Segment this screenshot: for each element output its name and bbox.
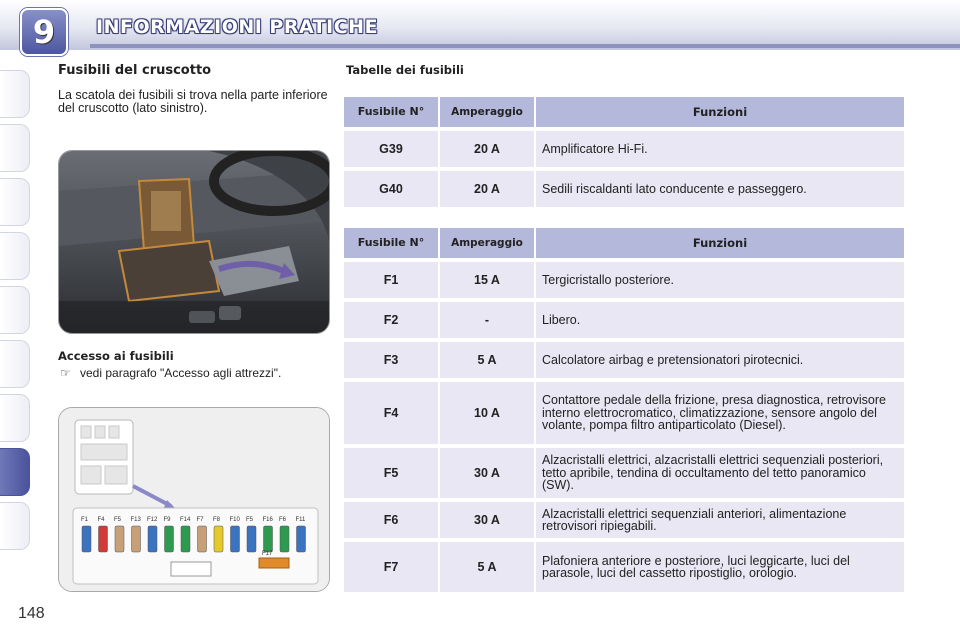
fuse-blade [165, 526, 174, 552]
chapter-tab-active[interactable] [0, 448, 30, 496]
fuse-blade [231, 526, 240, 552]
table-row [344, 171, 904, 207]
fuse-cell: F1 [344, 262, 438, 298]
chapter-title: INFORMAZIONI PRATICHE [96, 16, 379, 38]
page-number: 148 [18, 605, 45, 622]
amp-cell: 10 A [440, 382, 534, 444]
fuse-blade [99, 526, 108, 552]
func-cell: Tergicristallo posteriore. [536, 262, 904, 298]
amp-cell: 5 A [440, 542, 534, 592]
fuse-blade [181, 526, 190, 552]
fuse-cell: F7 [344, 542, 438, 592]
table-header-row [344, 97, 904, 127]
func-cell: Libero. [536, 302, 904, 338]
fuse-blade [247, 526, 256, 552]
fuse-box-illustration [59, 408, 329, 591]
table-row [344, 542, 904, 592]
pointing-hand-icon: ☞ [60, 366, 71, 380]
fuse-table-2 [344, 228, 904, 596]
access-note-text: vedi paragrafo "Accesso agli attrezzi". [80, 366, 282, 380]
section-title: Fusibili del cruscotto [58, 63, 212, 78]
func-cell: Amplificatore Hi-Fi. [536, 131, 904, 167]
header-fuse: Fusibile N° [344, 228, 438, 258]
chapter-tab[interactable] [0, 502, 30, 550]
fuse-blade [148, 526, 157, 552]
chapter-tab[interactable] [0, 124, 30, 172]
header-rule [90, 44, 960, 48]
fuse-f17-label: F17 [262, 551, 273, 557]
chapter-tab[interactable] [0, 286, 30, 334]
fuse-blade [115, 526, 124, 552]
dashboard-illustration [59, 151, 329, 333]
header-amperage: Amperaggio [440, 97, 534, 127]
table-header-row [344, 228, 904, 258]
fuse-cell: F4 [344, 382, 438, 444]
fuse-cell: G40 [344, 171, 438, 207]
func-cell: Calcolatore airbag e pretensionatori pirotecnici. [536, 342, 904, 378]
chapter-tab[interactable] [0, 178, 30, 226]
fuse-label: F14 [180, 517, 191, 523]
fuse-box-diagram [58, 407, 330, 592]
fuse-label: F12 [147, 517, 158, 523]
header-functions: Funzioni [536, 97, 904, 127]
fuse-label: F5 [114, 517, 122, 523]
amp-cell: 30 A [440, 502, 534, 538]
fuse-label: F8 [213, 517, 221, 523]
amp-cell: - [440, 302, 534, 338]
fuse-label: F7 [196, 517, 204, 523]
fuse-table-1 [344, 97, 904, 211]
func-cell: Sedili riscaldanti lato conducente e passeggero. [536, 171, 904, 207]
amp-cell: 20 A [440, 131, 534, 167]
fuse-blade [82, 526, 91, 552]
chapter-tab[interactable] [0, 232, 30, 280]
table-row [344, 502, 904, 538]
chapter-tab[interactable] [0, 70, 30, 118]
fuse-label: F5 [246, 517, 254, 523]
fuse-cell: F6 [344, 502, 438, 538]
tables-title: Tabelle dei fusibili [346, 63, 464, 77]
page-header [0, 0, 960, 50]
fuse-label: F1 [81, 517, 89, 523]
access-note [60, 366, 340, 380]
fuse-blade [264, 526, 273, 552]
chapter-tab[interactable] [0, 394, 30, 442]
fuse-label: F6 [279, 517, 287, 523]
table-row [344, 382, 904, 444]
header-amperage: Amperaggio [440, 228, 534, 258]
amp-cell: 15 A [440, 262, 534, 298]
header-fuse: Fusibile N° [344, 97, 438, 127]
amp-cell: 20 A [440, 171, 534, 207]
header-functions: Funzioni [536, 228, 904, 258]
fuse-label: F16 [262, 517, 273, 523]
fuse-label: F10 [229, 517, 240, 523]
fuse-label: F4 [97, 517, 105, 523]
fuse-label: F11 [295, 517, 306, 523]
dashboard-photo [58, 150, 330, 334]
table-row [344, 302, 904, 338]
func-cell: Plafoniera anteriore e posteriore, luci leggicarte, luci del parasole, luci del cassetto ripostiglio, orologio. [536, 542, 904, 592]
fuse-blade [198, 526, 207, 552]
chapter-number: 9 [32, 13, 56, 51]
func-cell: Alzacristalli elettrici sequenziali anteriori, alimentazione retrovisori ripiegabili. [536, 502, 904, 538]
amp-cell: 5 A [440, 342, 534, 378]
chapter-tabs [0, 70, 34, 556]
fuse-blade [132, 526, 141, 552]
fuse-cell: F2 [344, 302, 438, 338]
fuse-cell: F3 [344, 342, 438, 378]
fuse-cell: G39 [344, 131, 438, 167]
table-row [344, 342, 904, 378]
intro-text: La scatola dei fusibili si trova nella parte inferiore del cruscotto (lato sinistro). [58, 88, 328, 115]
fuse-label: F13 [130, 517, 141, 523]
table-row [344, 448, 904, 498]
access-title: Accesso ai fusibili [58, 349, 174, 363]
table-row [344, 131, 904, 167]
func-cell: Alzacristalli elettrici, alzacristalli elettrici sequenziali posteriori, tetto apribile, tendina di occultamento del tetto panoramico (SW). [536, 448, 904, 498]
func-cell: Contattore pedale della frizione, presa diagnostica, retrovisore interno elettrocromatico, climatizzazione, sensore angolo del volante, pompa filtro antiparticolato (Diesel). [536, 382, 904, 444]
fuse-cell: F5 [344, 448, 438, 498]
fuse-blade [297, 526, 306, 552]
fuse-blade [214, 526, 223, 552]
fuse-blade [280, 526, 289, 552]
fuse-label: F9 [163, 517, 171, 523]
table-row [344, 262, 904, 298]
chapter-badge [20, 8, 68, 56]
chapter-tab[interactable] [0, 340, 30, 388]
amp-cell: 30 A [440, 448, 534, 498]
